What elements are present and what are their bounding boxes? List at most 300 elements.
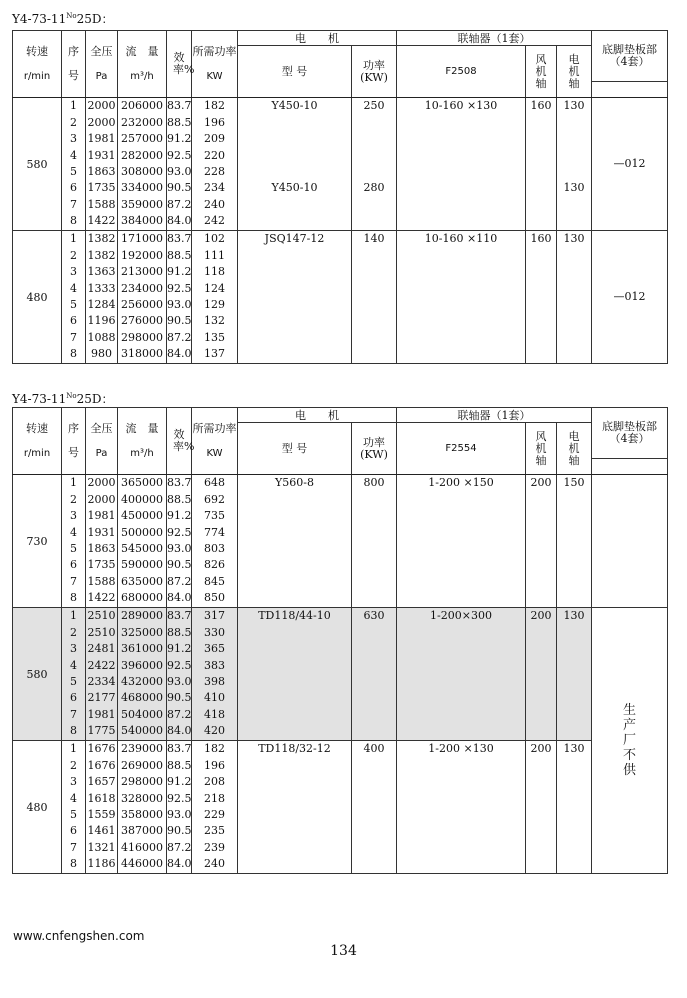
motor-power-value	[352, 508, 396, 524]
power-cell	[192, 98, 238, 231]
motor-shaft-value	[557, 690, 591, 706]
pressure-value: 2334	[87, 675, 116, 688]
motor-model-value	[238, 330, 351, 346]
pressure-value: 1676	[87, 758, 116, 772]
seq-value: 5	[70, 675, 77, 688]
flow-value: 171000	[121, 232, 163, 246]
motor-model-value	[238, 313, 351, 329]
motor-model-value: Y450-10	[271, 99, 318, 113]
eff-value: 84.0	[167, 724, 192, 738]
fan-shaft-value	[526, 791, 556, 807]
motor-model-value	[238, 492, 351, 508]
pressure-value: 1931	[87, 525, 116, 539]
power-cell	[192, 608, 238, 741]
pressure-value: 1461	[87, 824, 116, 838]
eff-value: 90.5	[167, 824, 192, 838]
flow-value: 232000	[121, 115, 163, 129]
flow-value: 298000	[121, 330, 163, 344]
motor-power-value	[352, 492, 396, 508]
motor-model-value	[238, 557, 351, 573]
coupling-value	[397, 131, 525, 147]
seq-value: 1	[70, 99, 77, 113]
seq-value: 2	[70, 115, 77, 129]
pressure-cell	[86, 741, 118, 874]
seq-value: 4	[70, 281, 77, 295]
power-value: 383	[204, 658, 225, 672]
power-value: 124	[204, 281, 225, 295]
motor-shaft-value	[557, 330, 591, 346]
motor-shaft-value	[557, 791, 591, 807]
eff-value: 83.7	[167, 232, 192, 246]
coupling-cell	[397, 231, 526, 364]
efficiency-header: 效率%	[167, 408, 192, 475]
motor-model-value	[238, 823, 351, 839]
coupling-header: 联轴器（1套）	[397, 408, 592, 423]
base-plate-cell	[592, 475, 668, 608]
flow-value: 334000	[121, 181, 163, 195]
fan-shaft-value	[526, 281, 556, 297]
coupling-value	[397, 774, 525, 790]
motor-power-value	[352, 856, 396, 872]
power-value: 365	[204, 642, 225, 656]
coupling-value	[397, 574, 525, 590]
power-value: 317	[204, 609, 225, 623]
motor-power-value: 250	[363, 99, 385, 113]
motor-shaft-value	[557, 723, 591, 739]
flow-value: 361000	[121, 642, 163, 656]
table-title: $Y4-73-11^{No}25D$：	[12, 392, 114, 406]
base-plate-cell	[592, 231, 668, 364]
flow-value: 282000	[121, 148, 163, 162]
motor-shaft-value	[557, 856, 591, 872]
pressure-value: 1863	[87, 542, 116, 555]
eff-value: 90.5	[167, 181, 192, 195]
motor-power-value: 280	[363, 181, 385, 195]
pressure-value: 2481	[87, 642, 116, 656]
coupling-cell	[397, 475, 526, 608]
motor-model-value	[238, 297, 351, 313]
fan-shaft-value	[526, 707, 556, 723]
eff-value: 93.0	[167, 675, 192, 688]
eff-value: 93.0	[167, 165, 192, 178]
motor-shaft-value: 130	[563, 742, 585, 756]
motor-shaft-cell	[557, 475, 592, 608]
eff-value: 92.5	[167, 281, 192, 295]
power-value: 735	[204, 509, 225, 523]
pressure-cell	[86, 608, 118, 741]
fan-shaft-value	[526, 807, 556, 823]
flow-value: 276000	[121, 314, 163, 328]
motor-power-value	[352, 197, 396, 213]
motor-shaft-value: 130	[563, 99, 585, 113]
motor-shaft-value: 130	[563, 609, 585, 623]
pressure-value: 1088	[87, 330, 116, 344]
motor-model-cell	[238, 231, 352, 364]
seq-value: 1	[70, 476, 77, 490]
seq-value: 2	[70, 248, 77, 262]
seq-value: 8	[70, 347, 77, 361]
flow-value: 365000	[121, 476, 163, 490]
seq-value: 2	[70, 758, 77, 772]
seq-value: 6	[70, 181, 77, 195]
motor-model-value: TD118/32-12	[258, 742, 331, 756]
coupling-value	[397, 758, 525, 774]
motor-power-value	[352, 625, 396, 641]
motor-model-value	[238, 525, 351, 541]
speed-group-row	[13, 608, 668, 741]
eff-value: 83.7	[167, 476, 192, 490]
motor-power-value	[352, 791, 396, 807]
motor-power-value	[352, 674, 396, 690]
motor-shaft-value	[557, 574, 591, 590]
power-value: 137	[204, 347, 225, 361]
coupling-value	[397, 541, 525, 557]
motor-power-value: 400	[363, 742, 385, 756]
flow-value: 308000	[121, 165, 163, 178]
motor-power-value: 630	[363, 609, 385, 623]
motor-model-value	[238, 281, 351, 297]
power-cell	[192, 475, 238, 608]
pressure-value: 1284	[87, 298, 116, 311]
eff-value: 92.5	[167, 525, 192, 539]
flow-value: 590000	[121, 558, 163, 572]
pressure-cell	[86, 475, 118, 608]
motor-power-value	[352, 823, 396, 839]
motor-power-value	[352, 248, 396, 264]
pressure-header: 全压 Pa	[86, 31, 118, 98]
power-value: 235	[204, 824, 225, 838]
motor-shaft-value	[557, 840, 591, 856]
coupling-cell	[397, 608, 526, 741]
power-value: 220	[204, 148, 225, 162]
speed-cell: 480	[13, 231, 62, 364]
flow-value: 432000	[121, 675, 163, 688]
pressure-value: 1775	[87, 724, 116, 738]
eff-value: 88.5	[167, 248, 192, 262]
motor-model-value	[238, 856, 351, 872]
motor-model-cell	[238, 608, 352, 741]
eff-value: 87.2	[167, 840, 192, 854]
motor-shaft-value	[557, 148, 591, 164]
motor-shaft-value	[557, 625, 591, 641]
motor-power-value	[352, 690, 396, 706]
power-value: 330	[204, 625, 225, 639]
fan-shaft-value	[526, 557, 556, 573]
flow-value: 635000	[121, 574, 163, 588]
fan-shaft-value: 160	[530, 232, 552, 246]
base-plate-subheader	[592, 459, 668, 475]
motor-model-value	[238, 723, 351, 739]
motor-power-cell	[352, 741, 397, 874]
coupling-value	[397, 840, 525, 856]
coupling-value	[397, 823, 525, 839]
fan-shaft-value	[526, 840, 556, 856]
flow-header: 流 量 m³/h	[118, 31, 167, 98]
motor-shaft-value	[557, 774, 591, 790]
base-plate-header: 底脚垫板部（4套）	[592, 31, 668, 82]
flow-value: 384000	[121, 214, 163, 228]
pressure-value: 1559	[87, 808, 116, 821]
pressure-value: 1676	[87, 742, 116, 756]
coupling-value	[397, 164, 525, 180]
flow-value: 192000	[121, 248, 163, 262]
eff-value: 87.2	[167, 330, 192, 344]
eff-value: 92.5	[167, 148, 192, 162]
motor-shaft-cell	[557, 608, 592, 741]
motor-power-cell	[352, 231, 397, 364]
fan-shaft-value	[526, 690, 556, 706]
flow-cell	[118, 741, 167, 874]
base-plate-header: 底脚垫板部（4套）	[592, 408, 668, 459]
efficiency-header: 效率%	[167, 31, 192, 98]
fan-shaft-value	[526, 264, 556, 280]
power-value: 129	[204, 298, 225, 311]
base-plate-value: —012	[613, 156, 646, 170]
pressure-value: 2000	[87, 99, 116, 113]
pressure-value: 1981	[87, 132, 116, 146]
pressure-value: 1196	[87, 314, 116, 328]
pressure-value: 2510	[87, 625, 116, 639]
motor-shaft-value	[557, 115, 591, 131]
power-value: 135	[204, 330, 225, 344]
power-value: 218	[204, 791, 225, 805]
fan-shaft-value	[526, 492, 556, 508]
motor-power-header: 功率(KW)	[352, 423, 397, 475]
flow-cell	[118, 475, 167, 608]
power-value: 182	[204, 742, 225, 756]
flow-cell	[118, 231, 167, 364]
coupling-value	[397, 492, 525, 508]
motor-power-value	[352, 557, 396, 573]
fan-shaft-value	[526, 313, 556, 329]
seq-cell	[62, 608, 86, 741]
pressure-value: 1981	[87, 707, 116, 721]
motor-power-value	[352, 313, 396, 329]
eff-value: 83.7	[167, 742, 192, 756]
power-value: 182	[204, 99, 225, 113]
seq-value: 4	[70, 525, 77, 539]
eff-value: 93.0	[167, 808, 192, 821]
fan-shaft-value	[526, 856, 556, 872]
pressure-value: 2000	[87, 476, 116, 490]
coupling-value	[397, 690, 525, 706]
motor-power-value	[352, 758, 396, 774]
speed-header: 转速 r/min	[13, 31, 62, 98]
power-value: 826	[204, 558, 225, 572]
speed-cell: 730	[13, 475, 62, 608]
motor-shaft-value: 150	[563, 476, 585, 490]
coupling-value	[397, 791, 525, 807]
pressure-value: 2422	[87, 658, 116, 672]
motor-model-value: JSQ147-12	[264, 232, 325, 246]
fan-shaft-cell	[526, 475, 557, 608]
fan-shaft-value	[526, 658, 556, 674]
motor-shaft-value	[557, 807, 591, 823]
eff-value: 91.2	[167, 132, 192, 146]
flow-value: 500000	[121, 525, 163, 539]
fan-shaft-value	[526, 115, 556, 131]
motor-model-value	[238, 658, 351, 674]
fan-shaft-value: 200	[530, 609, 552, 623]
motor-power-value: 800	[363, 476, 385, 490]
seq-value: 4	[70, 658, 77, 672]
motor-shaft-value	[557, 557, 591, 573]
seq-value: 7	[70, 840, 77, 854]
seq-value: 8	[70, 724, 77, 738]
pressure-cell	[86, 98, 118, 231]
eff-value: 84.0	[167, 347, 192, 361]
coupling-value	[397, 625, 525, 641]
coupling-value	[397, 508, 525, 524]
flow-value: 359000	[121, 197, 163, 211]
coupling-value	[397, 330, 525, 346]
power-value: 240	[204, 857, 225, 871]
power-value: 242	[204, 214, 225, 228]
required-power-header: 所需功率 KW	[192, 31, 238, 98]
flow-value: 213000	[121, 265, 163, 279]
motor-power-value	[352, 346, 396, 362]
coupling-model-header: F2508	[397, 46, 526, 98]
motor-power-value	[352, 131, 396, 147]
eff-value: 87.2	[167, 197, 192, 211]
flow-value: 298000	[121, 775, 163, 789]
base-plate-subheader	[592, 82, 668, 98]
speed-cell: 480	[13, 741, 62, 874]
motor-shaft-value	[557, 758, 591, 774]
fan-shaft-value	[526, 330, 556, 346]
motor-shaft-value	[557, 508, 591, 524]
seq-value: 8	[70, 214, 77, 228]
pressure-value: 1186	[87, 857, 116, 871]
flow-value: 269000	[121, 758, 163, 772]
power-value: 418	[204, 707, 225, 721]
motor-power-header: 功率(KW)	[352, 46, 397, 98]
power-value: 410	[204, 691, 225, 705]
flow-value: 504000	[121, 707, 163, 721]
seq-value: 7	[70, 330, 77, 344]
motor-shaft-value	[557, 707, 591, 723]
fan-shaft-value	[526, 541, 556, 557]
seq-value: 3	[70, 642, 77, 656]
coupling-value	[397, 248, 525, 264]
eff-cell	[167, 475, 192, 608]
speed-cell: 580	[13, 98, 62, 231]
flow-value: 540000	[121, 724, 163, 738]
fan-shaft-value	[526, 248, 556, 264]
coupling-value: 1-200 ×150	[428, 476, 494, 490]
fan-shaft-value	[526, 590, 556, 606]
flow-value: 416000	[121, 840, 163, 854]
power-cell	[192, 231, 238, 364]
speed-group-row	[13, 741, 668, 874]
pressure-value: 1363	[87, 265, 116, 279]
pressure-cell	[86, 231, 118, 364]
fan-shaft-cell	[526, 608, 557, 741]
pressure-value: 1422	[87, 591, 116, 605]
motor-power-value	[352, 723, 396, 739]
pressure-value: 1735	[87, 181, 116, 195]
seq-cell	[62, 231, 86, 364]
seq-value: 7	[70, 707, 77, 721]
motor-model-value	[238, 641, 351, 657]
motor-model-value	[238, 590, 351, 606]
motor-shaft-value	[557, 641, 591, 657]
seq-value: 7	[70, 574, 77, 588]
motor-shaft-value: 130	[563, 232, 585, 246]
coupling-value	[397, 557, 525, 573]
eff-value: 83.7	[167, 99, 192, 113]
flow-value: 446000	[121, 857, 163, 871]
motor-model-value	[238, 807, 351, 823]
motor-model-value	[238, 674, 351, 690]
flow-value: 396000	[121, 658, 163, 672]
motor-model-value	[238, 791, 351, 807]
fan-shaft-value	[526, 213, 556, 229]
motor-shaft-value	[557, 823, 591, 839]
seq-value: 1	[70, 609, 77, 623]
motor-shaft-value	[557, 346, 591, 362]
flow-value: 680000	[121, 591, 163, 605]
flow-header: 流 量 m³/h	[118, 408, 167, 475]
motor-header: 电 机	[238, 31, 397, 46]
eff-value: 84.0	[167, 857, 192, 871]
seq-value: 8	[70, 857, 77, 871]
seq-value: 1	[70, 232, 77, 246]
seq-value: 6	[70, 558, 77, 572]
coupling-value	[397, 658, 525, 674]
speed-group-row	[13, 231, 668, 364]
motor-model-value	[238, 758, 351, 774]
power-value: 209	[204, 132, 225, 146]
motor-power-cell	[352, 98, 397, 231]
flow-value: 239000	[121, 742, 163, 756]
seq-header: 序 号	[62, 408, 86, 475]
motor-model-value	[238, 164, 351, 180]
seq-value: 6	[70, 314, 77, 328]
power-value: 234	[204, 181, 225, 195]
power-value: 196	[204, 758, 225, 772]
seq-value: 3	[70, 775, 77, 789]
flow-value: 358000	[121, 808, 163, 821]
coupling-value	[397, 590, 525, 606]
coupling-model-header: F2554	[397, 423, 526, 475]
power-value: 228	[204, 165, 225, 178]
fan-shaft-value	[526, 131, 556, 147]
motor-model-value	[238, 690, 351, 706]
speed-cell: 580	[13, 608, 62, 741]
seq-value: 8	[70, 591, 77, 605]
coupling-value	[397, 197, 525, 213]
motor-model-header: 型 号	[238, 423, 352, 475]
fan-shaft-value: 160	[530, 99, 552, 113]
seq-value: 1	[70, 742, 77, 756]
pressure-value: 1382	[87, 248, 116, 262]
motor-model-value: TD118/44-10	[258, 609, 331, 623]
flow-value: 256000	[121, 298, 163, 311]
coupling-value	[397, 707, 525, 723]
seq-cell	[62, 98, 86, 231]
flow-value: 328000	[121, 791, 163, 805]
pressure-value: 2177	[87, 691, 116, 705]
motor-shaft-value	[557, 197, 591, 213]
pressure-value: 1618	[87, 791, 116, 805]
power-value: 692	[204, 492, 225, 506]
fan-shaft-value	[526, 197, 556, 213]
motor-shaft-header: 电机轴	[557, 46, 592, 98]
flow-value: 450000	[121, 509, 163, 523]
speed-group-row	[13, 98, 668, 231]
pressure-value: 1382	[87, 232, 116, 246]
